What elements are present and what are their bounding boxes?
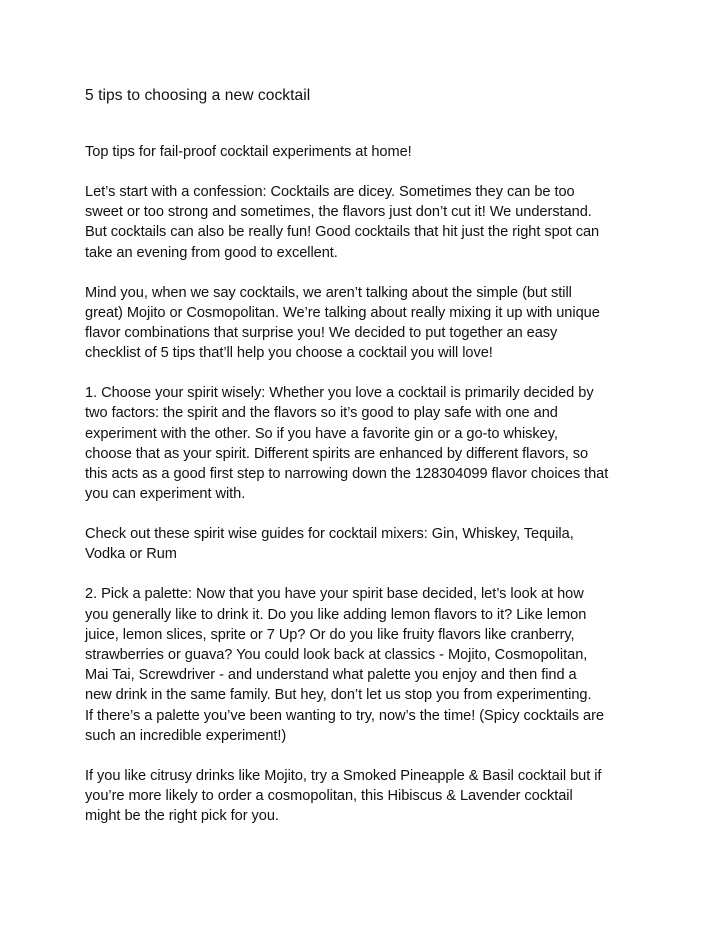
- paragraph-line: 1. Choose your spirit wisely: Whether you love a cocktail is primarily decided by: [85, 385, 594, 402]
- paragraph-line: choose that as your spirit. Different spirits are enhanced by different flavors, so: [85, 445, 589, 462]
- paragraph-line: great) Mojito or Cosmopolitan. We’re talking about really mixing it up with unique: [85, 304, 600, 321]
- paragraph-line: juice, lemon slices, sprite or 7 Up? Or do you like fruity flavors like cranberry,: [85, 626, 575, 643]
- paragraph-line: Check out these spirit wise guides for cocktail mixers: Gin, Whiskey, Tequila,: [85, 526, 574, 543]
- paragraph-line: Mai Tai, Screwdriver - and understand what palette you enjoy and then find a: [85, 667, 577, 684]
- paragraph-line: you’re more likely to order a cosmopolitan, this Hibiscus & Lavender cocktail: [85, 788, 573, 805]
- paragraph-line: this acts as a good first step to narrowing down the 128304099 flavor choices that: [85, 466, 609, 483]
- paragraph: [85, 766, 640, 827]
- paragraph: [85, 584, 640, 746]
- paragraph-line: sweet or too strong and sometimes, the flavors just don’t cut it! We understand.: [85, 204, 592, 221]
- paragraph: [85, 182, 640, 263]
- paragraph-line: Vodka or Rum: [85, 546, 177, 563]
- paragraph: [85, 524, 640, 564]
- paragraph: [85, 283, 640, 364]
- document-body: [85, 142, 640, 826]
- paragraph-line: If there’s a palette you’ve been wanting to try, now’s the time! (Spicy cocktails are: [85, 707, 604, 724]
- document-title: 5 tips to choosing a new cocktail: [85, 87, 311, 104]
- paragraph-line: 2. Pick a palette: Now that you have your spirit base decided, let’s look at how: [85, 586, 584, 603]
- paragraph-line: such an incredible experiment!): [85, 727, 287, 744]
- paragraph-line: you can experiment with.: [85, 486, 246, 503]
- paragraph: [85, 142, 640, 162]
- paragraph-line: checklist of 5 tips that’ll help you choose a cocktail you will love!: [85, 345, 493, 362]
- paragraph-line: But cocktails can also be really fun! Good cocktails that hit just the right spot can: [85, 224, 600, 241]
- paragraph-line: take an evening from good to excellent.: [85, 244, 338, 261]
- paragraph-line: Top tips for fail-proof cocktail experiments at home!: [85, 144, 412, 160]
- paragraph-line: you generally like to drink it. Do you like adding lemon flavors to it? Like lemon: [85, 606, 587, 623]
- paragraph-line: Let’s start with a confession: Cocktails are dicey. Sometimes they can be too: [85, 184, 575, 200]
- paragraph-line: new drink in the same family. But hey, don’t let us stop you from experimenting.: [85, 687, 592, 704]
- paragraph-line: might be the right pick for you.: [85, 808, 279, 825]
- paragraph-line: experiment with the other. So if you have a favorite gin or a go-to whiskey,: [85, 425, 558, 442]
- paragraph-line: strawberries or guava? You could look back at classics - Mojito, Cosmopolitan,: [85, 647, 588, 664]
- paragraph-line: flavor combinations that surprise you! We decided to put together an easy: [85, 325, 558, 342]
- paragraph: [85, 383, 640, 504]
- paragraph-line: Mind you, when we say cocktails, we aren’t talking about the simple (but still: [85, 284, 572, 301]
- paragraph-line: If you like citrusy drinks like Mojito, try a Smoked Pineapple & Basil cocktail but if: [85, 767, 602, 784]
- paragraph-line: two factors: the spirit and the flavors so it’s good to play safe with one and: [85, 405, 558, 422]
